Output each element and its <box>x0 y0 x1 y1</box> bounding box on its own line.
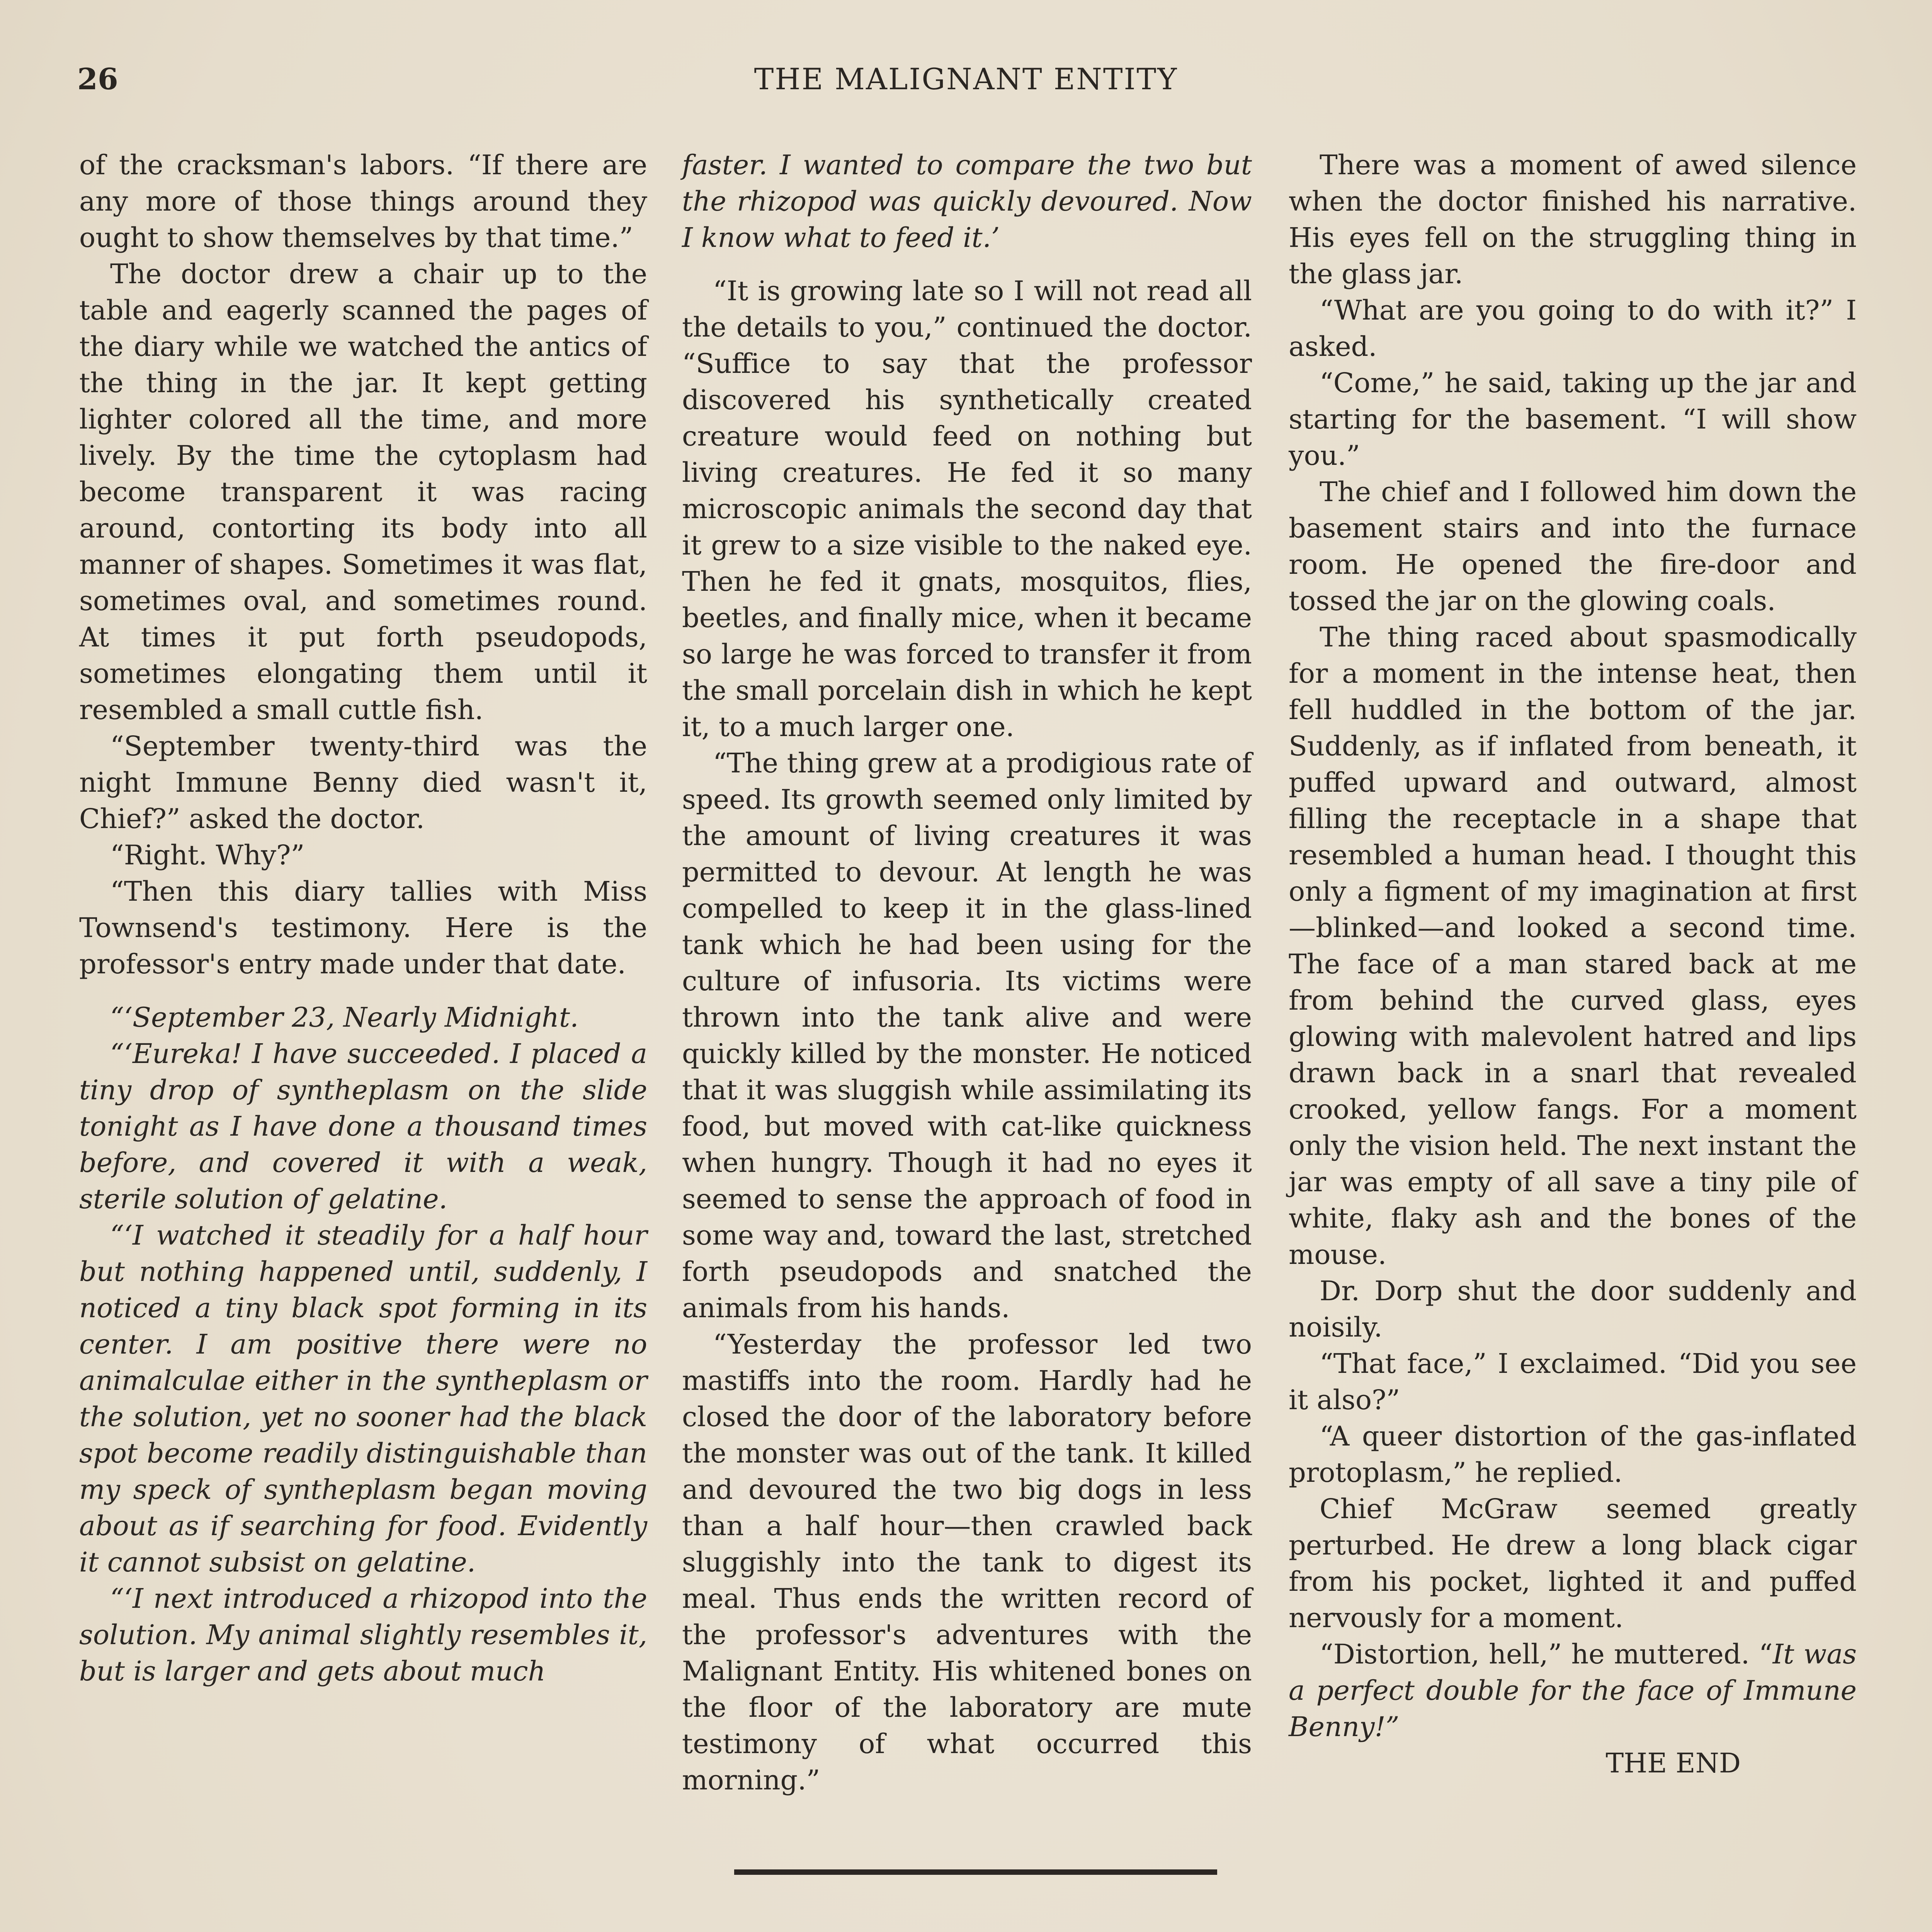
the-end: THE END <box>1605 1747 1741 1779</box>
story-column-3 <box>1289 147 1857 1781</box>
paragraph: “Distortion, hell,” he muttered. “It was a perfect double for the face of Immune Benny!” <box>1289 1638 1857 1743</box>
story-column-1 <box>79 147 647 1689</box>
diary-entry: “‘Eureka! I have succeeded. I placed a tiny drop of syntheplasm on the slide tonight as I have done a thousand times before, and covered it with a weak, sterile solution of gelatine. <box>79 1038 647 1215</box>
paragraph: “It is growing late so I will not read all the details to you,” continued the doctor. “Suffice to say that the professor discovered his synthetically created creature would feed on nothing but living creatures. He fed it so many microscopic animals the second day that it grew to a size visible to the naked eye. Then he fed it gnats, mosquitos, flies, beetles, and finally mice, when it became so large he was forced to transfer it from the small porcelain dish in which he kept it, to a much larger one. <box>682 275 1252 743</box>
paragraph: “A queer distortion of the gas-inflated protoplasm,” he replied. <box>1289 1420 1857 1488</box>
paragraph: The chief and I followed him down the basement stairs and into the furnace room. He opened the fire-door and tossed the jar on the glowing coals. <box>1289 476 1857 617</box>
paragraph: “The thing grew at a prodigious rate of speed. Its growth seemed only limited by the amount of living creatures it was permitted to devour. At length he was compelled to keep it in the glass-lined tank which he had been using for the culture of infusoria. Its victims were thrown into the tank alive and were quickly killed by the monster. He noticed that it was sluggish while assimilating its food, but moved with cat-like quickness when hungry. Though it had no eyes it seemed to sense the approach of food in some way and, toward the last, stretched forth pseudopods and snatched the animals from his hands. <box>682 747 1252 1324</box>
paragraph: “What are you going to do with it?” I asked. <box>1289 294 1857 362</box>
page-header <box>77 62 1855 116</box>
page-number: 26 <box>77 62 118 96</box>
paragraph: The doctor drew a chair up to the table and eagerly scanned the pages of the diary while we watched the antics of the thing in the jar. It kept getting lighter colored all the time, and more lively. By the time the cytoplasm had become transparent it was racing around, contorting its body into all manner of shapes. Sometimes it was flat, sometimes oval, and sometimes round. At times it put forth pseudopods, sometimes elongating them until it resembled a small cuttle fish. <box>79 258 647 726</box>
diary-entry: “‘I watched it steadily for a half hour but nothing happened until, suddenly, I noticed a tiny black spot forming in its center. I am positive there were no animalculae either in the syntheplasm or the solution, yet no sooner had the black spot become readily distinguishable than my speck of syntheplasm began moving about as if searching for food. Evidently it cannot subsist on gelatine. <box>79 1219 647 1578</box>
section-divider <box>734 1869 1217 1875</box>
paragraph: of the cracksman's labors. “If there are any more of those things around they ought to show themselves by that time.” <box>79 149 647 253</box>
paragraph: Dr. Dorp shut the door suddenly and noisily. <box>1289 1275 1857 1343</box>
running-title: THE MALIGNANT ENTITY <box>754 62 1178 96</box>
paragraph: “Come,” he said, taking up the jar and starting for the basement. “I will show you.” <box>1289 367 1857 471</box>
story-column-2 <box>682 147 1252 1798</box>
paragraph: The thing raced about spasmodically for a moment in the intense heat, then fell huddled in the bottom of the jar. Suddenly, as if inflated from beneath, it puffed upward and outward, almost filling the receptacle in a shape that resembled a human head. I thought this only a figment of my imagination at first—blinked—and looked a second time. The face of a man stared back at me from behind the curved glass, eyes glowing with malevolent hatred and lips drawn back in a snarl that revealed crooked, yellow fangs. For a moment only the vision held. The next instant the jar was empty of all save a tiny pile of white, flaky ash and the bones of the mouse. <box>1289 621 1857 1270</box>
diary-entry: “‘I next introduced a rhizopod into the solution. My animal slightly resembles it, but is larger and gets about much <box>79 1583 647 1687</box>
paragraph: “Then this diary tallies with Miss Townsend's testimony. Here is the professor's entry made under that date. <box>79 876 647 980</box>
paragraph: There was a moment of awed silence when the doctor finished his narrative. His eyes fell on the struggling thing in the glass jar. <box>1289 149 1857 290</box>
diary-entry: faster. I wanted to compare the two but the rhizopod was quickly devoured. Now I know what to feed it.’ <box>682 149 1252 253</box>
paragraph: “Yesterday the professor led two mastiffs into the room. Hardly had he closed the door of the laboratory before the monster was out of the tank. It killed and devoured the two big dogs in less than a half hour—then crawled back sluggishly into the tank to digest its meal. Thus ends the written record of the professor's adventures with the Malignant Entity. His whitened bones on the floor of the laboratory are mute testimony of what occurred this morning.” <box>682 1328 1252 1796</box>
italic-quote: It was a perfect double for the face of Immune Benny!” <box>1289 1638 1857 1743</box>
paragraph: “September twenty-third was the night Immune Benny died wasn't it, Chief?” asked the doctor. <box>79 730 647 835</box>
paragraph: Chief McGraw seemed greatly perturbed. He drew a long black cigar from his pocket, lighted it and puffed nervously for a moment. <box>1289 1493 1857 1634</box>
diary-heading: “‘September 23, Nearly Midnight. <box>110 1002 579 1033</box>
paragraph: “Right. Why?” <box>110 839 305 871</box>
paragraph: “That face,” I exclaimed. “Did you see it also?” <box>1289 1348 1857 1416</box>
